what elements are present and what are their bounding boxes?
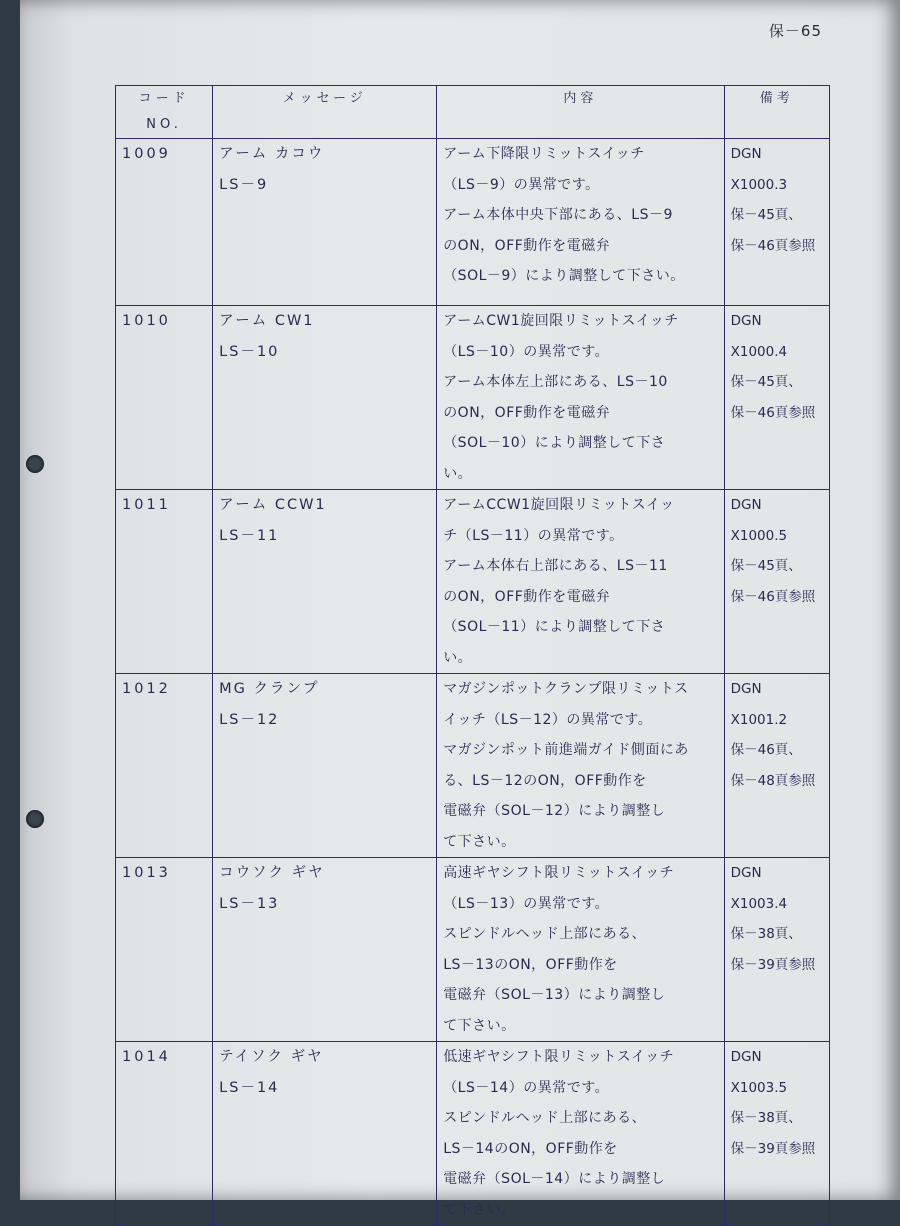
content-line: 高速ギヤシフト限リミットスイッチ — [443, 865, 675, 881]
note-line: 保－38頁、 — [730, 1110, 802, 1126]
note-cell — [724, 858, 829, 1042]
content-line: 電磁弁（SOL－13）により調整し — [443, 987, 666, 1003]
binder-hole — [26, 455, 44, 473]
content-line: スピンドルヘッド上部にある、 — [443, 1110, 647, 1126]
page-number: 保－65 — [768, 22, 822, 40]
table-row — [116, 306, 830, 490]
content-cell — [437, 139, 724, 306]
note-line: DGN — [730, 1049, 762, 1065]
content-line: のON，OFF動作を電磁弁 — [443, 237, 611, 254]
content-line: アームCCW1旋回限リミットスイッ — [443, 497, 675, 513]
content-line: チ（LS－11）の異常です。 — [443, 527, 624, 544]
content-line: （LS－10）の異常です。 — [443, 343, 610, 360]
table-row — [116, 490, 830, 674]
content-line: （LS－14）の異常です。 — [443, 1079, 610, 1096]
alarm-code: 1009 — [116, 139, 213, 306]
note-line: 保－45頁、 — [730, 207, 802, 223]
content-line: LS－14のON，OFF動作を — [443, 1140, 618, 1157]
header-message: メッセージ — [213, 86, 437, 139]
note-line: 保－45頁、 — [730, 374, 802, 390]
content-line: （SOL－10）により調整して下さ — [443, 435, 666, 451]
content-line: スピンドルヘッド上部にある、 — [443, 926, 647, 942]
binder-hole — [26, 810, 44, 828]
content-line: 電磁弁（SOL－14）により調整し — [443, 1171, 666, 1187]
msg-cell — [213, 1042, 437, 1226]
content-line: て下さい。 — [443, 1017, 516, 1034]
content-line: マガジンポットクランプ限リミットス — [443, 681, 689, 697]
msg-cell — [213, 858, 437, 1042]
message-line: LS－10 — [219, 343, 280, 360]
header-code: コードNO. — [116, 86, 213, 139]
content-line: アーム本体左上部にある、LS－10 — [443, 374, 668, 390]
content-line: 低速ギヤシフト限リミットスイッチ — [443, 1049, 675, 1065]
msg-cell — [213, 306, 437, 490]
content-line: マガジンポット前進端ガイド側面にあ — [443, 742, 689, 758]
content-cell — [437, 674, 724, 858]
note-line: DGN — [730, 681, 762, 697]
message-line: MG クランプ — [219, 681, 320, 697]
message-line: LS－11 — [219, 527, 280, 544]
note-line: X1000.5 — [730, 527, 788, 544]
content-line: のON，OFF動作を電磁弁 — [443, 404, 611, 421]
content-line: （SOL－9）により調整して下さい。 — [443, 268, 685, 284]
table-row — [116, 858, 830, 1042]
content-line: て下さい。 — [443, 1201, 516, 1218]
content-line: アーム下降限リミットスイッチ — [443, 146, 645, 162]
table-header-row — [116, 86, 830, 139]
content-line: のON，OFF動作を電磁弁 — [443, 588, 611, 605]
content-line: る、LS－12のON，OFF動作を — [443, 772, 647, 789]
table-row — [116, 1042, 830, 1226]
header-content: 内容 — [437, 86, 724, 139]
note-line: DGN — [730, 497, 762, 513]
message-line: LS－14 — [219, 1079, 280, 1096]
content-line: （LS－13）の異常です。 — [443, 895, 610, 912]
note-line: X1001.2 — [730, 711, 788, 728]
message-line: アーム CW1 — [219, 313, 315, 329]
table-row — [116, 139, 830, 306]
content-line: アームCW1旋回限リミットスイッチ — [443, 313, 679, 329]
note-line: 保－39頁参照 — [730, 1140, 816, 1157]
table-row — [116, 674, 830, 858]
message-line: アーム カコウ — [219, 146, 325, 162]
note-line: X1003.4 — [730, 895, 788, 912]
note-line: 保－38頁、 — [730, 926, 802, 942]
content-cell — [437, 490, 724, 674]
note-cell — [724, 674, 829, 858]
header-note: 備考 — [724, 86, 829, 139]
note-line: X1000.4 — [730, 343, 788, 360]
message-line: LS－12 — [219, 711, 280, 728]
message-line: コウソク ギヤ — [219, 865, 325, 881]
content-line: イッチ（LS－12）の異常です。 — [443, 711, 653, 728]
content-line: （SOL－11）により調整して下さ — [443, 619, 666, 635]
alarm-code: 1014 — [116, 1042, 213, 1226]
note-line: 保－48頁参照 — [730, 772, 816, 789]
content-line: い。 — [443, 465, 473, 482]
message-line: アーム CCW1 — [219, 497, 327, 513]
msg-cell — [213, 139, 437, 306]
message-line: テイソク ギヤ — [219, 1049, 324, 1065]
note-line: DGN — [730, 865, 762, 881]
content-line: LS－13のON，OFF動作を — [443, 956, 618, 973]
note-cell — [724, 306, 829, 490]
note-line: X1000.3 — [730, 176, 788, 193]
alarm-code: 1012 — [116, 674, 213, 858]
note-line: 保－46頁参照 — [730, 237, 816, 254]
note-line: DGN — [730, 146, 762, 162]
content-line: アーム本体右上部にある、LS－11 — [443, 558, 668, 574]
alarm-code-table — [115, 85, 830, 1226]
content-line: い。 — [443, 649, 473, 666]
content-line: アーム本体中央下部にある、LS－9 — [443, 207, 673, 223]
note-line: 保－39頁参照 — [730, 956, 816, 973]
alarm-code: 1011 — [116, 490, 213, 674]
content-cell — [437, 1042, 724, 1226]
content-cell — [437, 858, 724, 1042]
note-line: 保－46頁参照 — [730, 404, 816, 421]
note-line: X1003.5 — [730, 1079, 788, 1096]
message-line: LS－13 — [219, 895, 280, 912]
alarm-code: 1010 — [116, 306, 213, 490]
note-line: 保－46頁、 — [730, 742, 802, 758]
note-cell — [724, 139, 829, 306]
content-line: 電磁弁（SOL－12）により調整し — [443, 803, 666, 819]
content-line: （LS－9）の異常です。 — [443, 176, 600, 193]
note-cell — [724, 1042, 829, 1226]
note-line: 保－45頁、 — [730, 558, 802, 574]
content-cell — [437, 306, 724, 490]
msg-cell — [213, 674, 437, 858]
alarm-code: 1013 — [116, 858, 213, 1042]
content-line: て下さい。 — [443, 833, 516, 850]
note-cell — [724, 490, 829, 674]
note-line: 保－46頁参照 — [730, 588, 816, 605]
note-line: DGN — [730, 313, 762, 329]
message-line: LS－9 — [219, 176, 269, 193]
msg-cell — [213, 490, 437, 674]
